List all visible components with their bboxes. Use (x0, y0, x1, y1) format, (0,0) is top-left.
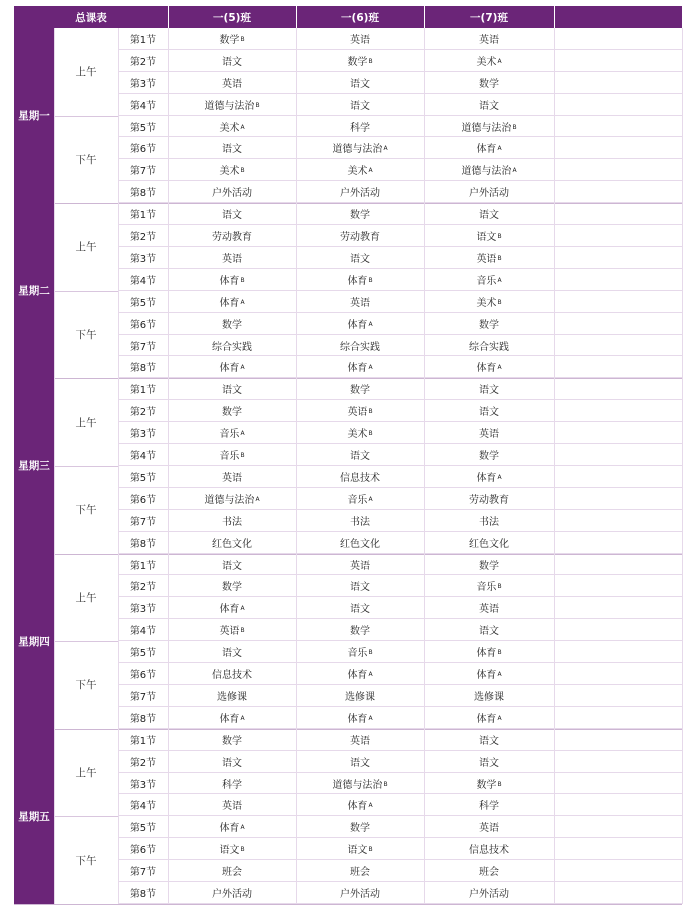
subject-cell: 数学 (296, 378, 424, 400)
period-label: 第2节 (118, 225, 168, 247)
period-label: 第6节 (118, 838, 168, 860)
subject-cell: 英语 (168, 466, 296, 488)
subject-cell: 美术 B (168, 159, 296, 181)
half-label-morning: 上午 (75, 241, 97, 254)
subject-cell: 班会 (424, 860, 554, 882)
empty-cell (554, 773, 682, 795)
subject-cell: 户外活动 (296, 882, 424, 904)
empty-cell (554, 751, 682, 773)
subject-cell: 数学 (296, 816, 424, 838)
empty-cell (554, 488, 682, 510)
period-label: 第1节 (118, 378, 168, 400)
half-label-afternoon: 下午 (75, 854, 97, 867)
empty-cell (554, 466, 682, 488)
period-label: 第1节 (118, 729, 168, 751)
subject-cell: 语文 (168, 641, 296, 663)
empty-cell (554, 28, 682, 50)
subject-cell: 英语 (424, 816, 554, 838)
subject-cell: 数学 (168, 729, 296, 751)
period-label: 第2节 (118, 751, 168, 773)
subject-cell: 体育 A (168, 597, 296, 619)
subject-cell: 语文 (168, 138, 296, 160)
subject-cell: 户外活动 (168, 181, 296, 203)
subject-cell: 道德与法治 B (296, 773, 424, 795)
subject-cell: 数学 B (424, 773, 554, 795)
day-divider (14, 904, 682, 905)
subject-cell: 美术 A (424, 50, 554, 72)
period-label: 第7节 (118, 685, 168, 707)
period-label: 第8节 (118, 181, 168, 203)
half-label-afternoon: 下午 (75, 504, 97, 517)
subject-cell: 选修课 (424, 685, 554, 707)
subject-cell: 语文 (296, 751, 424, 773)
subject-cell: 语文 (296, 597, 424, 619)
subject-cell: 语文 (424, 378, 554, 400)
subject-cell: 语文 (296, 247, 424, 269)
subject-cell: 数学 (424, 72, 554, 94)
subject-cell: 体育 A (424, 357, 554, 379)
empty-cell (554, 532, 682, 554)
subject-cell: 英语 (168, 72, 296, 94)
subject-cell: 语文 (424, 619, 554, 641)
empty-cell (554, 313, 682, 335)
period-label: 第8节 (118, 357, 168, 379)
empty-cell (554, 116, 682, 138)
empty-cell (554, 444, 682, 466)
half-label-morning: 上午 (75, 591, 97, 604)
subject-cell: 体育 A (168, 707, 296, 729)
period-label: 第1节 (118, 554, 168, 576)
header-divider (424, 6, 425, 28)
subject-cell: 选修课 (296, 685, 424, 707)
period-label: 第4节 (118, 795, 168, 817)
empty-cell (554, 641, 682, 663)
empty-cell (554, 72, 682, 94)
subject-cell: 语文 (168, 378, 296, 400)
subject-cell: 体育 B (168, 269, 296, 291)
half-label-morning: 上午 (75, 767, 97, 780)
subject-cell: 劳动教育 (168, 225, 296, 247)
period-label: 第4节 (118, 269, 168, 291)
subject-cell: 道德与法治 A (296, 138, 424, 160)
subject-cell: 英语 (168, 795, 296, 817)
subject-cell: 英语 B (424, 247, 554, 269)
subject-cell: 体育 A (296, 707, 424, 729)
subject-cell: 选修课 (168, 685, 296, 707)
subject-cell: 道德与法治 B (168, 94, 296, 116)
empty-cell (554, 510, 682, 532)
column-divider (554, 28, 555, 904)
subject-cell: 美术 B (424, 291, 554, 313)
empty-cell (554, 378, 682, 400)
subject-cell: 户外活动 (296, 181, 424, 203)
subject-cell: 语文 (296, 576, 424, 598)
empty-cell (554, 94, 682, 116)
header-corner: 总课表 (14, 6, 168, 28)
subject-cell: 体育 A (296, 663, 424, 685)
subject-cell: 英语 B (296, 400, 424, 422)
period-label: 第2节 (118, 50, 168, 72)
empty-cell (554, 422, 682, 444)
period-label: 第6节 (118, 313, 168, 335)
period-label: 第6节 (118, 663, 168, 685)
header-class-3: 一(7)班 (424, 6, 554, 28)
empty-cell (554, 291, 682, 313)
empty-cell (554, 795, 682, 817)
subject-cell: 语文 (424, 400, 554, 422)
subject-cell: 道德与法治 B (424, 116, 554, 138)
empty-cell (554, 247, 682, 269)
subject-cell: 语文 (296, 72, 424, 94)
subject-cell: 班会 (168, 860, 296, 882)
period-label: 第2节 (118, 576, 168, 598)
subject-cell: 语文 (168, 203, 296, 225)
period-label: 第5节 (118, 641, 168, 663)
subject-cell: 音乐 A (296, 488, 424, 510)
subject-cell: 信息技术 (424, 838, 554, 860)
subject-cell: 数学 B (296, 50, 424, 72)
subject-cell: 道德与法治 A (424, 159, 554, 181)
subject-cell: 英语 (296, 554, 424, 576)
subject-cell: 体育 A (424, 138, 554, 160)
period-label: 第2节 (118, 400, 168, 422)
subject-cell: 英语 (296, 729, 424, 751)
period-label: 第4节 (118, 619, 168, 641)
subject-cell: 户外活动 (168, 882, 296, 904)
subject-cell: 英语 (424, 28, 554, 50)
subject-cell: 综合实践 (424, 335, 554, 357)
subject-cell: 体育 A (424, 466, 554, 488)
half-divider (54, 816, 118, 817)
empty-cell (554, 203, 682, 225)
empty-cell (554, 554, 682, 576)
empty-cell (554, 159, 682, 181)
subject-cell: 语文 (296, 444, 424, 466)
subject-cell: 劳动教育 (424, 488, 554, 510)
subject-cell: 红色文化 (296, 532, 424, 554)
period-label: 第7节 (118, 510, 168, 532)
subject-cell: 综合实践 (168, 335, 296, 357)
empty-cell (554, 860, 682, 882)
subject-cell: 音乐 B (424, 576, 554, 598)
subject-cell: 数学 B (168, 28, 296, 50)
header-class-1: 一(5)班 (168, 6, 296, 28)
subject-cell: 音乐 A (424, 269, 554, 291)
period-label: 第7节 (118, 860, 168, 882)
subject-cell: 体育 A (168, 816, 296, 838)
subject-cell: 体育 B (296, 269, 424, 291)
column-divider (682, 28, 683, 904)
subject-cell: 科学 (296, 116, 424, 138)
period-label: 第4节 (118, 444, 168, 466)
subject-cell: 语文 B (296, 838, 424, 860)
subject-cell: 语文 (424, 203, 554, 225)
subject-cell: 数学 (168, 313, 296, 335)
empty-cell (554, 663, 682, 685)
empty-cell (554, 729, 682, 751)
header-empty (554, 6, 682, 28)
period-label: 第3节 (118, 72, 168, 94)
half-divider (54, 116, 118, 117)
column-divider (424, 28, 425, 904)
period-label: 第4节 (118, 94, 168, 116)
empty-cell (554, 269, 682, 291)
empty-cell (554, 50, 682, 72)
subject-cell: 英语 B (168, 619, 296, 641)
period-label: 第7节 (118, 159, 168, 181)
subject-cell: 红色文化 (168, 532, 296, 554)
half-label-morning: 上午 (75, 66, 97, 79)
subject-cell: 书法 (296, 510, 424, 532)
half-label-morning: 上午 (75, 416, 97, 429)
subject-cell: 数学 (168, 400, 296, 422)
column-divider (168, 28, 169, 904)
subject-cell: 信息技术 (168, 663, 296, 685)
subject-cell: 班会 (296, 860, 424, 882)
subject-cell: 体育 A (168, 357, 296, 379)
half-divider (54, 291, 118, 292)
subject-cell: 科学 (168, 773, 296, 795)
day-label: 星期五 (14, 729, 54, 904)
period-label: 第5节 (118, 466, 168, 488)
period-label: 第8节 (118, 882, 168, 904)
half-label-afternoon: 下午 (75, 329, 97, 342)
subject-cell: 音乐 A (168, 422, 296, 444)
subject-cell: 劳动教育 (296, 225, 424, 247)
subject-cell: 体育 A (424, 663, 554, 685)
day-label: 星期一 (14, 28, 54, 203)
column-divider (118, 28, 119, 904)
subject-cell: 美术 A (168, 116, 296, 138)
subject-cell: 语文 (424, 94, 554, 116)
empty-cell (554, 138, 682, 160)
subject-cell: 音乐 B (168, 444, 296, 466)
empty-cell (554, 335, 682, 357)
subject-cell: 体育 A (168, 291, 296, 313)
subject-cell: 英语 (296, 291, 424, 313)
period-label: 第6节 (118, 488, 168, 510)
half-label-afternoon: 下午 (75, 679, 97, 692)
subject-cell: 数学 (424, 313, 554, 335)
subject-cell: 数学 (424, 554, 554, 576)
subject-cell: 音乐 B (296, 641, 424, 663)
period-label: 第3节 (118, 597, 168, 619)
day-label: 星期三 (14, 378, 54, 553)
empty-cell (554, 181, 682, 203)
subject-cell: 信息技术 (296, 466, 424, 488)
subject-cell: 美术 A (296, 159, 424, 181)
subject-cell: 语文 B (168, 838, 296, 860)
subject-cell: 英语 (424, 597, 554, 619)
empty-cell (554, 619, 682, 641)
subject-cell: 语文 (168, 50, 296, 72)
period-label: 第5节 (118, 816, 168, 838)
empty-cell (554, 225, 682, 247)
period-label: 第3节 (118, 422, 168, 444)
subject-cell: 书法 (424, 510, 554, 532)
subject-cell: 综合实践 (296, 335, 424, 357)
subject-cell: 语文 (296, 94, 424, 116)
subject-cell: 体育 A (296, 313, 424, 335)
period-label: 第8节 (118, 707, 168, 729)
period-label: 第5节 (118, 116, 168, 138)
subject-cell: 户外活动 (424, 181, 554, 203)
period-label: 第3节 (118, 247, 168, 269)
half-divider (54, 466, 118, 467)
subject-cell: 语文 (168, 554, 296, 576)
subject-cell: 体育 A (424, 707, 554, 729)
half-divider (54, 641, 118, 642)
half-label-afternoon: 下午 (75, 153, 97, 166)
header-class-2: 一(6)班 (296, 6, 424, 28)
subject-cell: 体育 A (296, 357, 424, 379)
period-label: 第1节 (118, 28, 168, 50)
subject-cell: 户外活动 (424, 882, 554, 904)
subject-cell: 英语 (424, 422, 554, 444)
subject-cell: 语文 (424, 751, 554, 773)
subject-cell: 科学 (424, 795, 554, 817)
empty-cell (554, 597, 682, 619)
empty-cell (554, 816, 682, 838)
day-label: 星期四 (14, 554, 54, 729)
period-label: 第3节 (118, 773, 168, 795)
subject-cell: 数学 (168, 576, 296, 598)
column-divider (54, 28, 55, 904)
subject-cell: 体育 A (296, 795, 424, 817)
period-label: 第1节 (118, 203, 168, 225)
header-divider (296, 6, 297, 28)
empty-cell (554, 707, 682, 729)
subject-cell: 数学 (424, 444, 554, 466)
subject-cell: 英语 (168, 247, 296, 269)
subject-cell: 数学 (296, 619, 424, 641)
empty-cell (554, 838, 682, 860)
day-label: 星期二 (14, 203, 54, 378)
subject-cell: 语文 (168, 751, 296, 773)
empty-cell (554, 685, 682, 707)
subject-cell: 英语 (296, 28, 424, 50)
header-divider (554, 6, 555, 28)
subject-cell: 书法 (168, 510, 296, 532)
empty-cell (554, 576, 682, 598)
empty-cell (554, 400, 682, 422)
column-divider (296, 28, 297, 904)
subject-cell: 美术 B (296, 422, 424, 444)
header-divider (168, 6, 169, 28)
subject-cell: 语文 B (424, 225, 554, 247)
period-label: 第6节 (118, 138, 168, 160)
subject-cell: 体育 B (424, 641, 554, 663)
period-label: 第5节 (118, 291, 168, 313)
empty-cell (554, 882, 682, 904)
subject-cell: 红色文化 (424, 532, 554, 554)
subject-cell: 语文 (424, 729, 554, 751)
period-label: 第7节 (118, 335, 168, 357)
period-label: 第8节 (118, 532, 168, 554)
subject-cell: 数学 (296, 203, 424, 225)
empty-cell (554, 357, 682, 379)
subject-cell: 道德与法治 A (168, 488, 296, 510)
